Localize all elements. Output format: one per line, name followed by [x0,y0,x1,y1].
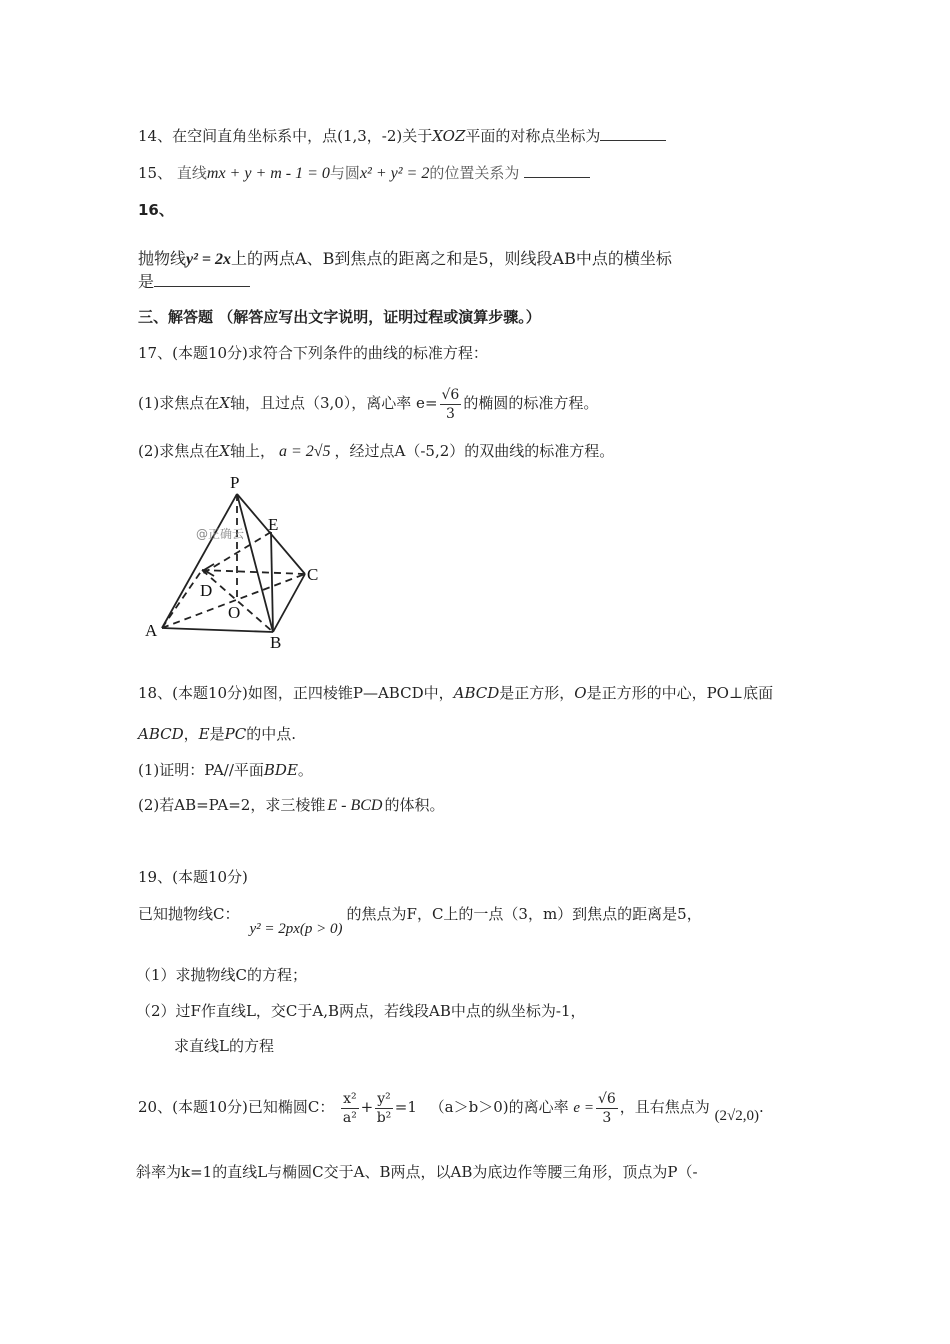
q19-line1 [138,904,702,940]
q18-p2a: (2)若AB=PA=2，求三棱锥 [138,796,326,814]
q20-cond: （a＞b＞0)的离心率 [429,1098,569,1116]
q20-fa: a² [342,1109,357,1126]
q20-enum: √6 [597,1090,616,1107]
q17-frac-den: 3 [445,405,455,422]
q15-answer-blank[interactable] [524,163,590,178]
q20-eden: 3 [602,1109,612,1126]
question-16-number: 16、 [138,201,174,219]
q17-head: 17、(本题10分)求符合下列条件的曲线的标准方程： [138,344,488,362]
q18-line1 [138,683,773,703]
q20-fy: y² [377,1090,391,1107]
q17-p1b: 轴，且过点（3,0），离心率 e= [229,394,438,412]
label-E: E [268,515,279,534]
q18-part1 [138,760,313,780]
q15-line-equation: mx + y + m - 1 = 0 [206,165,330,182]
q20-plus: + [360,1098,374,1116]
q14-plane: XOZ [432,127,466,145]
q18-l2b: ， [183,725,199,743]
q19-part2b: 求直线L的方程 [174,1037,274,1055]
q14-text: 14、在空间直角坐标系中，点(1,3，-2)关于 [138,127,433,145]
q18-part2 [138,795,444,816]
question-16-line2 [138,272,250,292]
pyramid-figure [140,470,340,650]
q17-p2c: ，经过点A（-5,2）的双曲线的标准方程。 [334,442,615,460]
label-B: B [270,633,282,650]
q18-l2c: E [198,725,210,743]
q17-p2a: (2)求焦点在 [138,442,220,460]
q18-p1a: (1)证明：PA//平面 [138,761,264,779]
pyramid-diagram [140,470,340,650]
q19-part1: （1）求抛物线C的方程； [136,966,308,984]
label-A: A [145,621,158,640]
q19-head: 19、(本题10分) [138,868,248,886]
q20-focus: (2√2,0) [714,1108,760,1124]
q16-text3: 是 [138,272,155,291]
q16-text2: 上的两点A、B到焦点的距离之和是5，则线段AB中点的横坐标 [231,249,672,268]
q20-eccentricity [596,1090,618,1127]
q18-l1c: 是正方形， [499,684,575,702]
q15-circle-equation: x² + y² = 2 [359,165,430,182]
section-3-title: 三、解答题 （解答应写出文字说明，证明过程或演算步骤。） [138,308,541,326]
q17-p1c: 的椭圆的标准方程。 [463,394,599,412]
q20-line2: 斜率为k=1的直线L与椭圆C交于A、B两点，以AB为底边作等腰三角形，顶点为P（- [136,1163,698,1181]
q14-answer-blank[interactable] [600,126,666,141]
edge-PA [162,494,237,628]
q18-p1b: BDE [263,761,298,779]
q16-text1: 抛物线 [138,249,187,268]
q17-p2-expr: a = 2√5 [278,443,331,460]
q17-p1a: (1)求焦点在 [138,394,220,412]
q20-fb: b² [376,1109,392,1126]
q17-part2 [138,441,614,462]
q20-frac-y [375,1090,393,1127]
q18-p2c: 的体积。 [384,796,445,814]
q15-num: 15、 [138,164,173,182]
q20-l1a: 20、(本题10分)已知椭圆C： [138,1098,335,1116]
q20-fx: x² [343,1090,357,1107]
q18-l1b: ABCD [453,684,500,702]
edge-BE [271,532,273,632]
q17-frac-num: √6 [441,386,460,403]
question-14 [138,126,666,146]
q17-part1 [138,380,598,426]
q15-text2: 与圆 [329,164,360,182]
q18-l1d: O [574,684,587,702]
label-P: P [230,473,240,492]
label-C: C [307,565,319,584]
q18-line2 [138,724,296,744]
q18-p1c: 。 [297,761,313,779]
q15-text3: 的位置关系为 [429,164,520,182]
q20-frac-x [341,1090,359,1127]
q19-part2: （2）过F作直线L，交C于A,B两点，若线段AB中点的纵坐标为-1， [136,1002,586,1020]
q18-l1a: 18、(本题10分)如图，正四棱锥P—ABCD中， [138,684,454,702]
q18-l2f: 的中点. [246,725,296,743]
q18-p2b: E - BCD [327,797,383,814]
watermark: @正确云 [196,527,245,541]
edge-DC [202,570,305,574]
label-O: O [228,603,241,622]
q17-p2b: 轴上， [229,442,275,460]
q20-eq1: =1 [394,1098,417,1116]
q18-l2e: PC [224,725,247,743]
question-15 [138,163,590,184]
q15-text1: 直线 [176,164,207,182]
q20-dot: . [759,1098,764,1116]
q17-p1-axis: X [219,394,230,412]
q16-answer-blank[interactable] [154,272,250,287]
q20-line1 [138,1082,764,1132]
question-16-line1 [138,249,672,270]
q17-eccentricity-fraction [440,386,462,423]
q19-l1b: 的焦点为F，C上的一点（3，m）到焦点的距离是5， [346,905,702,923]
q20-e: e = [573,1100,594,1116]
q18-l2a: ABCD [138,725,184,743]
q14-tail: 平面的对称点坐标为 [465,127,601,145]
q18-l2d: 是 [209,725,225,743]
edge-BC [273,574,305,632]
q16-parabola: y² = 2x [186,251,232,268]
q20-l1b: ，且右焦点为 [619,1098,710,1116]
q18-l1e: 是正方形的中心，PO⊥底面 [586,684,774,702]
label-D: D [200,581,213,600]
q17-p2-axis: X [219,442,230,460]
q19-l1a: 已知抛物线C： [138,905,240,923]
edge-AB [162,628,273,632]
edge-AD [162,570,202,628]
q19-parabola: y² = 2px(p > 0) [249,921,343,937]
